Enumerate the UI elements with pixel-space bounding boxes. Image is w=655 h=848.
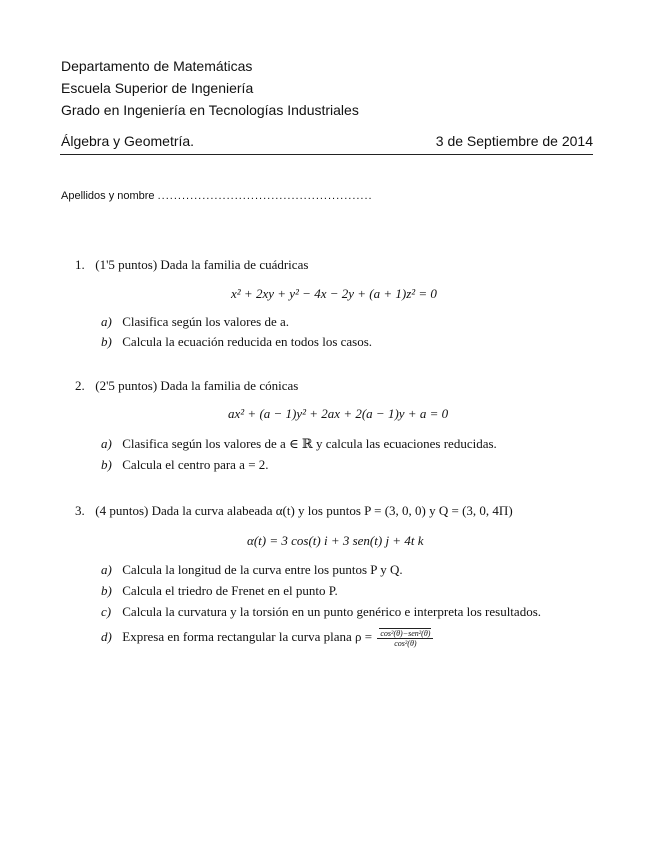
rho-fraction	[377, 628, 433, 648]
formula-text: α(t) = 3 cos(t) i + 3 sen(t) j + 4t k	[247, 533, 424, 548]
item-text: Calcula la longitud de la curva entre los puntos P y Q.	[122, 562, 403, 577]
item-label: a)	[101, 562, 112, 577]
item-text: Calcula la curvatura y la torsión en un punto genérico e interpreta los resultados.	[122, 604, 541, 619]
course-title: Álgebra y Geometría.	[61, 133, 195, 149]
question-statement: (4 puntos) Dada la curva alabeada α(t) y los puntos P = (3, 0, 0) y Q = (3, 0, 4Π)	[95, 503, 513, 518]
item-text: Calcula el triedro de Frenet en el punto P.	[122, 583, 338, 598]
question-1-formula	[231, 286, 437, 302]
question-2-formula	[228, 406, 448, 422]
question-3-item-a	[101, 562, 403, 578]
degree-name: Grado en Ingeniería en Tecnologías Industriales	[61, 102, 359, 118]
question-3	[75, 503, 513, 519]
item-text: Clasifica según los valores de a ∈ ℝ y calcula las ecuaciones reducidas.	[122, 436, 497, 451]
question-3-item-b	[101, 583, 338, 599]
item-text: Calcula el centro para a = 2.	[122, 457, 269, 472]
question-2-item-b	[101, 457, 269, 473]
exam-date: 3 de Septiembre de 2014	[435, 133, 593, 149]
item-label: a)	[101, 314, 112, 329]
question-2	[75, 378, 298, 394]
item-label: b)	[101, 334, 112, 349]
question-number: 3.	[75, 503, 85, 518]
student-name-dots: .....................................................	[157, 190, 373, 202]
question-statement: (2'5 puntos) Dada la familia de cónicas	[95, 378, 299, 393]
fraction-denominator: cos²(θ)	[394, 639, 417, 649]
item-text: Clasifica según los valores de a.	[122, 314, 290, 329]
school-name: Escuela Superior de Ingeniería	[61, 80, 254, 96]
question-1-item-a	[101, 314, 289, 330]
item-label: d)	[101, 629, 112, 645]
question-number: 2.	[75, 378, 85, 393]
question-statement: (1'5 puntos) Dada la familia de cuádricas	[95, 257, 309, 272]
question-2-item-a	[101, 436, 497, 452]
question-number: 1.	[75, 257, 85, 272]
question-1-item-b	[101, 334, 372, 350]
formula-text: ax² + (a − 1)y² + 2ax + 2(a − 1)y + a = 0	[228, 406, 449, 421]
item-label: b)	[101, 457, 112, 472]
sqrt-radicand: cos²(θ)−sen²(θ)	[380, 629, 431, 638]
question-3-formula	[247, 533, 423, 549]
item-label: c)	[101, 604, 112, 619]
student-name-label: Apellidos y nombre	[61, 190, 155, 202]
department-name: Departamento de Matemáticas	[61, 58, 253, 74]
question-3-item-c	[101, 604, 541, 620]
item-text: Expresa en forma rectangular la curva plana ρ =	[122, 629, 373, 645]
item-text: Calcula la ecuación reducida en todos los casos.	[122, 334, 373, 349]
fraction-numerator	[377, 628, 433, 639]
question-1	[75, 257, 308, 273]
header-rule	[60, 154, 593, 155]
student-name-field	[61, 190, 373, 202]
formula-text: x² + 2xy + y² − 4x − 2y + (a + 1)z² = 0	[231, 286, 437, 301]
question-3-item-d	[101, 628, 433, 648]
item-label: a)	[101, 436, 112, 451]
item-label: b)	[101, 583, 112, 598]
